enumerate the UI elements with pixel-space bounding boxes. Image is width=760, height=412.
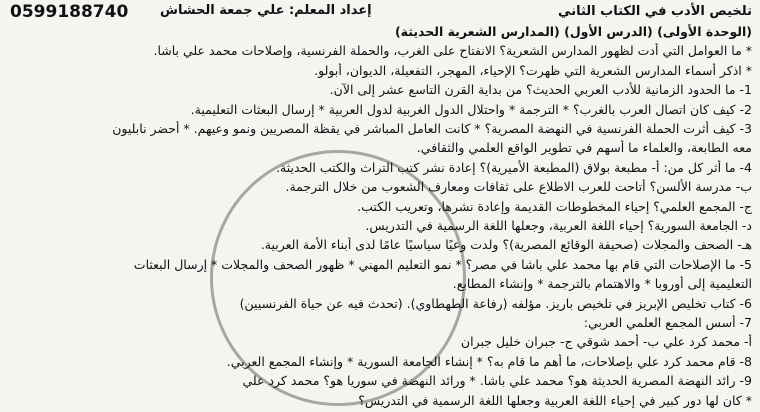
text-line: 2- كيف كان اتصال العرب بالغرب؟ * الترجمة * واحتلال الدول الغربية لدول العربية * إرسال البعثات التعليمية. bbox=[190, 101, 752, 117]
text-line: 3- كيف أثرت الحملة الفرنسية في النهضة المصرية؟ * كانت العامل المباشر في يقظة المصريين ونمو وعيهم. * أحضر نابليون bbox=[112, 121, 752, 136]
text-line: معه الطابعة، والعلماء ما أسهم في تطوير الواقع العلمي والثقافي. bbox=[416, 140, 752, 156]
text-line: ج- المجمع العلمي؟ إحياء المخطوطات القديمة وإعادة نشرها، وتعريب الكتب. bbox=[357, 198, 752, 214]
text-line: د- الجامعة السورية؟ إحياء اللغة العربية، وجعلها اللغة الرسمية في التدريس. bbox=[365, 218, 752, 233]
text-line: 1- ما الحدود الزمانية للأدب العربي الحديث؟ من بداية القرن التاسع عشر إلى الآن. bbox=[329, 82, 752, 98]
text-line: 5- ما الإصلاحات التي قام بها محمد علي باشا في مصر؟ * نمو التعليم المهني * ظهور الصحف والمجلات * إرسال البعثات bbox=[133, 256, 752, 272]
teacher-phone: 0599188740 bbox=[10, 2, 129, 22]
text-line: هـ- الصحف والمجلات (صحيفة الوقائع المصرية)؟ ولدت وعيًا سياسيًا عامًا لدى أبناء الأمة العربية. bbox=[260, 237, 752, 253]
text-line: 6- كتاب تخليص الإبريز في تلخيص باريز. مؤلفه (رفاعة الطهطاوي). (تحدث فيه عن حياة الفرنسيين) bbox=[239, 295, 752, 311]
author-line: إعداد المعلم: علي جمعة الحشاش bbox=[160, 3, 372, 18]
text-line: ب- مدرسة الألسن؟ أتاحت للعرب الاطلاع على ثقافات ومعارف الشعوب من خلال الترجمة. bbox=[285, 179, 752, 195]
text-line: * اذكر أسماء المدارس الشعرية التي ظهرت؟ الإحياء، المهجر، التفعيلة، الديوان، أبولو. bbox=[314, 62, 752, 78]
text-line: 9- رائد النهضة المصرية الحديثة هو؟ محمد علي باشا. * ورائد النهضة في سوريا هو؟ محمد كرد علي bbox=[242, 373, 752, 389]
document-title: تلخيص الأدب في الكتاب الثاني bbox=[558, 4, 752, 19]
text-line: 4- ما أثر كل من: أ- مطبعة بولاق (المطبعة الأميرية)؟ إعادة نشر كتب التراث والكتب الحديثة. bbox=[276, 159, 752, 175]
text-line: 8- قام محمد كرد علي بإصلاحات، ما أهم ما قام به؟ * إنشاء الجامعة السورية * وإنشاء المجمع العربي. bbox=[226, 353, 752, 369]
text-line: 7- أسس المجمع العلمي العربي: bbox=[583, 315, 752, 330]
text-line: أ- محمد كرد علي ب- أحمد شوقي ج- جبران خليل جبران bbox=[460, 334, 752, 350]
text-line: * ما العوامل التي أدت لظهور المدارس الشعرية؟ الانفتاح على الغرب، والحملة الفرنسية، وإصلاحات محمد علي باشا. bbox=[153, 43, 752, 59]
text-line: (الوحدة الأولى) (الدرس الأول) (المدارس الشعرية الحديثة) bbox=[394, 24, 752, 39]
text-line: التعليمية إلى أوروبا * والاهتمام بالترجمة * وإنشاء المطابع. bbox=[452, 276, 752, 292]
text-line: * كان لها دور كبير في إحياء اللغة العربية وجعلها اللغة الرسمية في التدريس؟ bbox=[358, 392, 752, 408]
